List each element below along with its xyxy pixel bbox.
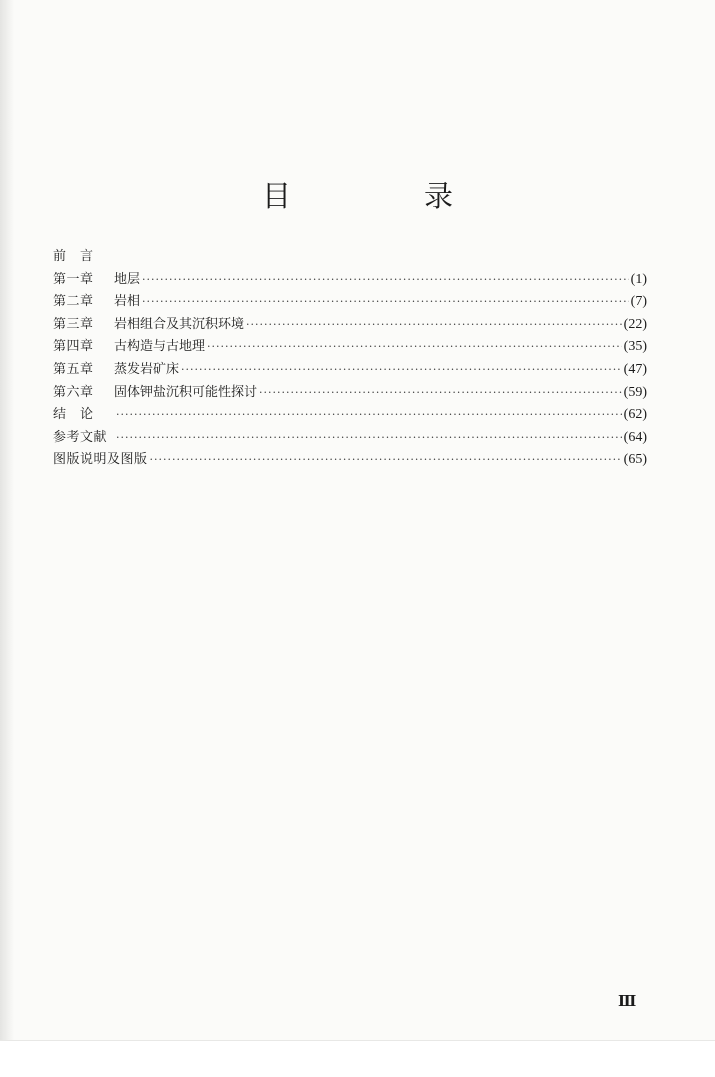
toc-chapter-label: 第三章 <box>53 316 94 332</box>
toc-page-number: (35) <box>623 339 647 355</box>
toc-chapter-label: 参考文献 <box>53 429 108 445</box>
toc-entry-chapter-5[interactable] <box>53 359 647 382</box>
toc-page-number: (62) <box>623 407 647 423</box>
toc-entry-chapter-1[interactable] <box>53 269 647 292</box>
toc-leader-dots <box>150 449 622 472</box>
toc-entry-chapter-4[interactable] <box>53 336 647 359</box>
toc-chapter-label: 第六章 <box>53 384 94 400</box>
toc-page-number: (1) <box>630 271 647 287</box>
toc-leader-dots <box>116 427 622 450</box>
toc-page-number: (22) <box>623 316 647 332</box>
toc-chapter-label: 第二章 <box>53 294 94 310</box>
toc-entry-plates[interactable] <box>53 449 647 472</box>
table-of-contents <box>53 246 647 472</box>
toc-leader-dots <box>246 314 622 337</box>
toc-page-number: (47) <box>623 361 647 377</box>
toc-leader-dots <box>116 404 622 427</box>
toc-page-number: (7) <box>630 294 647 310</box>
toc-entry-title: 蒸发岩矿床 <box>114 361 180 377</box>
toc-leader-dots <box>259 382 622 405</box>
binding-shadow <box>0 0 14 1040</box>
toc-entry-references[interactable] <box>53 427 647 450</box>
toc-entry-chapter-3[interactable] <box>53 314 647 337</box>
toc-entry-preface[interactable] <box>53 246 647 269</box>
toc-leader-dots <box>142 291 629 314</box>
toc-entry-title: 岩相 <box>114 294 141 310</box>
toc-page-number: (65) <box>623 452 647 468</box>
toc-leader-dots <box>181 359 622 382</box>
toc-page-number: (64) <box>623 429 647 445</box>
toc-chapter-label: 结 论 <box>53 407 94 423</box>
toc-chapter-label: 前 言 <box>53 249 94 264</box>
toc-entry-title: 古构造与古地理 <box>114 339 206 355</box>
page-number: Ⅲ <box>618 994 636 1010</box>
toc-leader-dots <box>142 269 629 292</box>
toc-leader-dots <box>207 336 622 359</box>
toc-entry-chapter-6[interactable] <box>53 382 647 405</box>
toc-chapter-label: 第一章 <box>53 271 94 287</box>
toc-entry-title: 岩相组合及其沉积环境 <box>114 316 245 332</box>
toc-page-number: (59) <box>623 384 647 400</box>
page-title: 目 录 <box>261 179 505 213</box>
toc-chapter-label: 图版说明及图版 <box>53 452 148 468</box>
toc-chapter-label: 第四章 <box>53 339 94 355</box>
toc-chapter-label: 第五章 <box>53 361 94 377</box>
toc-entry-chapter-2[interactable] <box>53 291 647 314</box>
toc-entry-title: 地层 <box>114 271 141 287</box>
scan-bottom-margin <box>0 1040 715 1077</box>
toc-entry-title: 固体钾盐沉积可能性探讨 <box>114 384 258 400</box>
toc-entry-conclusion[interactable] <box>53 404 647 427</box>
